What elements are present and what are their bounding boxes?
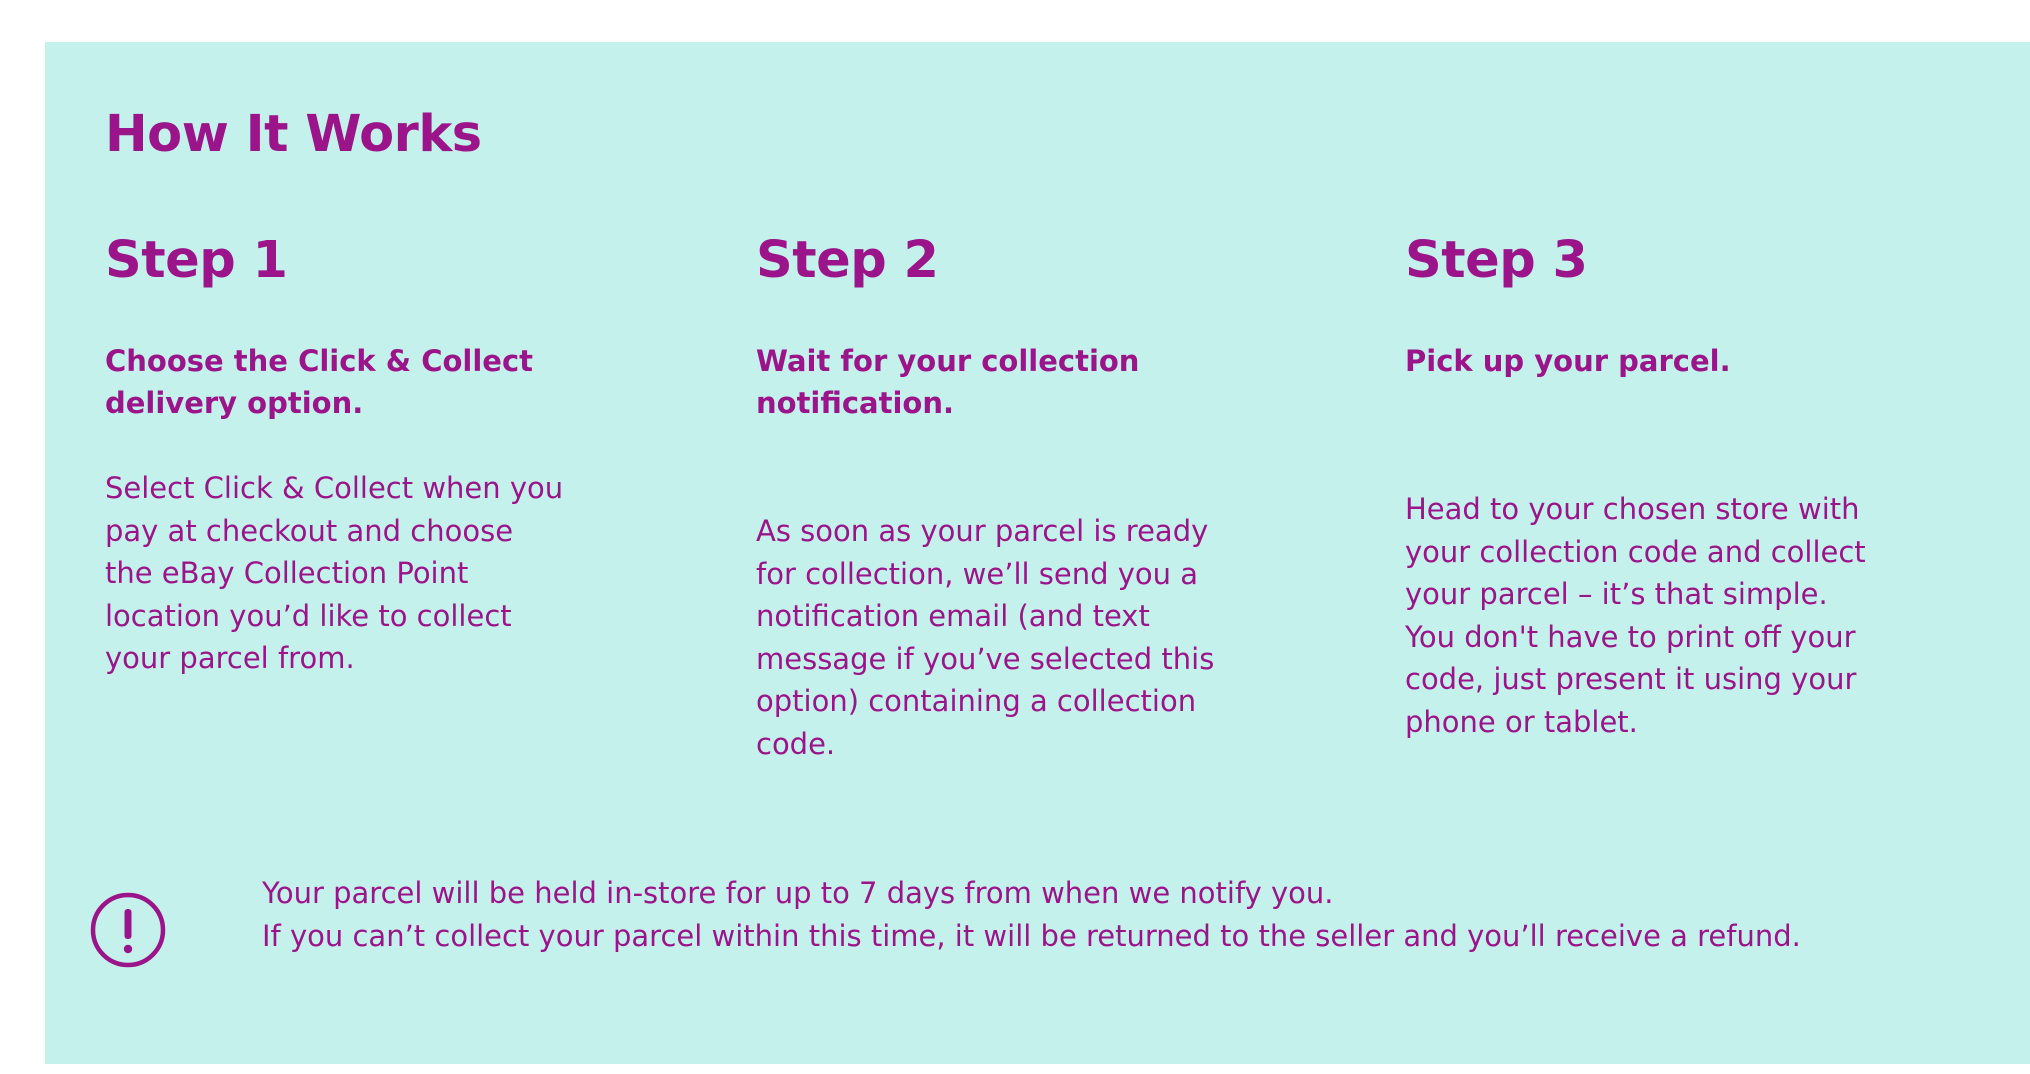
- exclamation-circle-icon: [90, 892, 166, 968]
- step-2: [756, 230, 1276, 761]
- step-3-subtitle: Pick up your parcel.: [1405, 344, 1731, 378]
- step-2-subtitle: Wait for your collection notification.: [756, 344, 1140, 420]
- step-3: [1405, 230, 1925, 739]
- step-2-title: Step 2: [756, 231, 939, 290]
- section-heading: How It Works: [105, 105, 482, 164]
- step-1-subtitle: Choose the Click & Collect delivery option.: [105, 344, 534, 420]
- step-1-body: Select Click & Collect when you pay at checkout and choose the eBay Collection Point location you’d like to collect your parcel from.: [105, 471, 564, 675]
- step-3-title: Step 3: [1405, 231, 1588, 290]
- notice-line-2: If you can’t collect your parcel within this time, it will be returned to the seller and you’ll receive a refund.: [262, 918, 1801, 953]
- collection-notice: [90, 872, 1801, 1012]
- step-2-body: As soon as your parcel is ready for collection, we’ll send you a notification email (and text message if you’ve selected this option) containing a collection code.: [756, 514, 1215, 761]
- how-it-works-panel: [45, 42, 2030, 1064]
- step-3-body: Head to your chosen store with your collection code and collect your parcel – it’s that simple. You don't have to print off your code, just present it using your phone or tablet.: [1405, 492, 1866, 739]
- step-1: [105, 230, 625, 675]
- step-1-title: Step 1: [105, 231, 288, 290]
- notice-text: [262, 872, 1822, 957]
- notice-line-1: Your parcel will be held in-store for up to 7 days from when we notify you.: [262, 876, 1334, 910]
